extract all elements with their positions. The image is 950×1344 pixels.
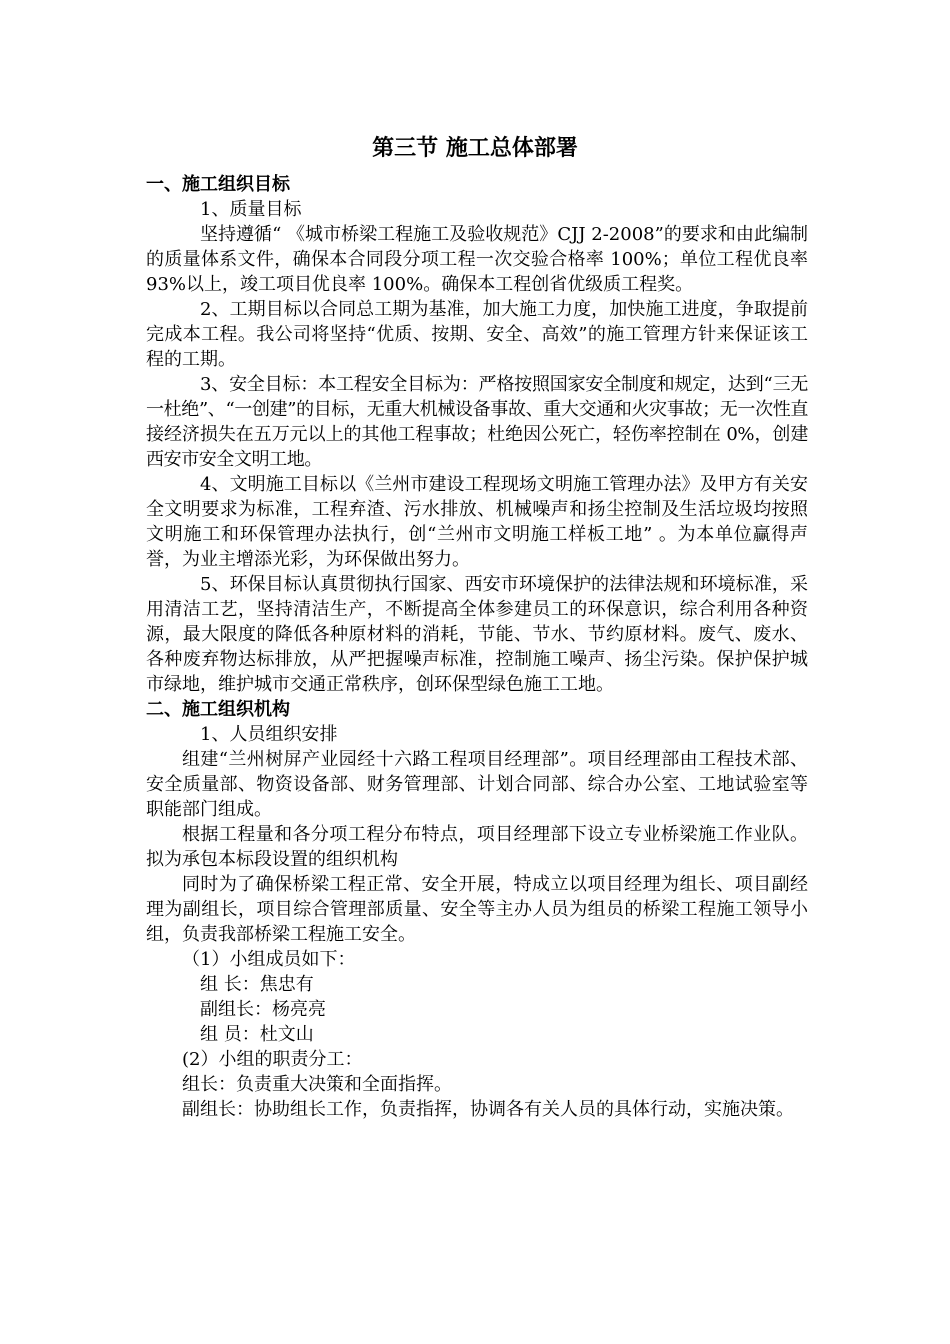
document-body [146, 172, 808, 1122]
member-deputy: 副组长：杨亮亮 [200, 999, 326, 1020]
duty-deputy: 副组长：协助组长工作，负责指挥，协调各有关人员的具体行动，实施决策。 [182, 1099, 794, 1120]
safety-goal-paragraph: 3、安全目标：本工程安全目标为：严格按照国家安全制度和规定，达到“三无一杜绝”、“一创建”的目标，无重大机械设备事故、重大交通和火灾事故；无一次性直接经济损失在五万元以上的其他工程事故；杜绝因公死亡，轻伤率控制在 0%，创建西安市安全文明工地。 [146, 374, 808, 470]
group-duties-title: (2）小组的职责分工： [182, 1049, 363, 1070]
leading-group-paragraph: 同时为了确保桥梁工程正常、安全开展，特成立以项目经理为组长、项目副经理为副组长，项目综合管理部质量、安全等主办人员为组员的桥梁工程施工领导小组，负责我部桥梁工程施工安全。 [146, 874, 808, 945]
group-members-title: （1）小组成员如下： [182, 949, 356, 970]
page-title: 第三节 施工总体部署 [372, 136, 578, 161]
project-department-paragraph: 组建“兰州树屏产业园经十六路工程项目经理部”。项目经理部由工程技术部、安全质量部、物资设备部、财务管理部、计划合同部、综合办公室、工地试验室等职能部门组成。 [146, 749, 808, 820]
member-member: 组 员：杜文山 [200, 1024, 314, 1045]
work-team-paragraph: 根据工程量和各分项工程分布特点，项目经理部下设立专业桥梁施工作业队。拟为承包本标段设置的组织机构 [146, 824, 808, 870]
schedule-goal-paragraph: 2、工期目标以合同总工期为基准，加大施工力度，加快施工进度，争取提前完成本工程。我公司将坚持“优质、按期、安全、高效”的施工管理方针来保证该工程的工期。 [146, 299, 808, 370]
environmental-goal-paragraph: 5、环保目标认真贯彻执行国家、西安市环境保护的法律法规和环境标准，采用清洁工艺，坚持清洁生产，不断提高全体参建员工的环保意识，综合利用各种资源，最大限度的降低各种原材料的消耗，节能、节水、节约原材料。废气、废水、各种废弃物达标排放，从严把握噪声标准，控制施工噪声、扬尘污染。保护保护城市绿地，维护城市交通正常秩序，创环保型绿色施工工地。 [146, 574, 808, 695]
quality-goal-paragraph: 坚持遵循“ 《城市桥梁工程施工及验收规范》CJJ 2-2008”的要求和由此编制的质量体系文件，确保本合同段分项工程一次交验合格率 100%；单位工程优良率 93%以上，竣工项目优良率 100%。确保本工程创省优级质工程奖。 [146, 224, 808, 295]
quality-goal-title: 1、质量目标 [200, 199, 302, 220]
section-heading-organization-goals: 一、施工组织目标 [146, 174, 290, 195]
staff-arrangement-title: 1、人员组织安排 [200, 724, 338, 745]
member-leader: 组 长：焦忠有 [200, 974, 314, 995]
civilized-construction-paragraph: 4、文明施工目标以《兰州市建设工程现场文明施工管理办法》及甲方有关安全文明要求为标准，工程弃渣、污水排放、机械噪声和扬尘控制及生活垃圾均按照文明施工和环保管理办法执行，创“兰州市文明施工样板工地” 。为本单位赢得声誉，为业主增添光彩，为环保做出努力。 [146, 474, 808, 570]
section-heading-organization-structure: 二、施工组织机构 [146, 699, 290, 720]
duty-leader: 组长：负责重大决策和全面指挥。 [182, 1074, 452, 1095]
